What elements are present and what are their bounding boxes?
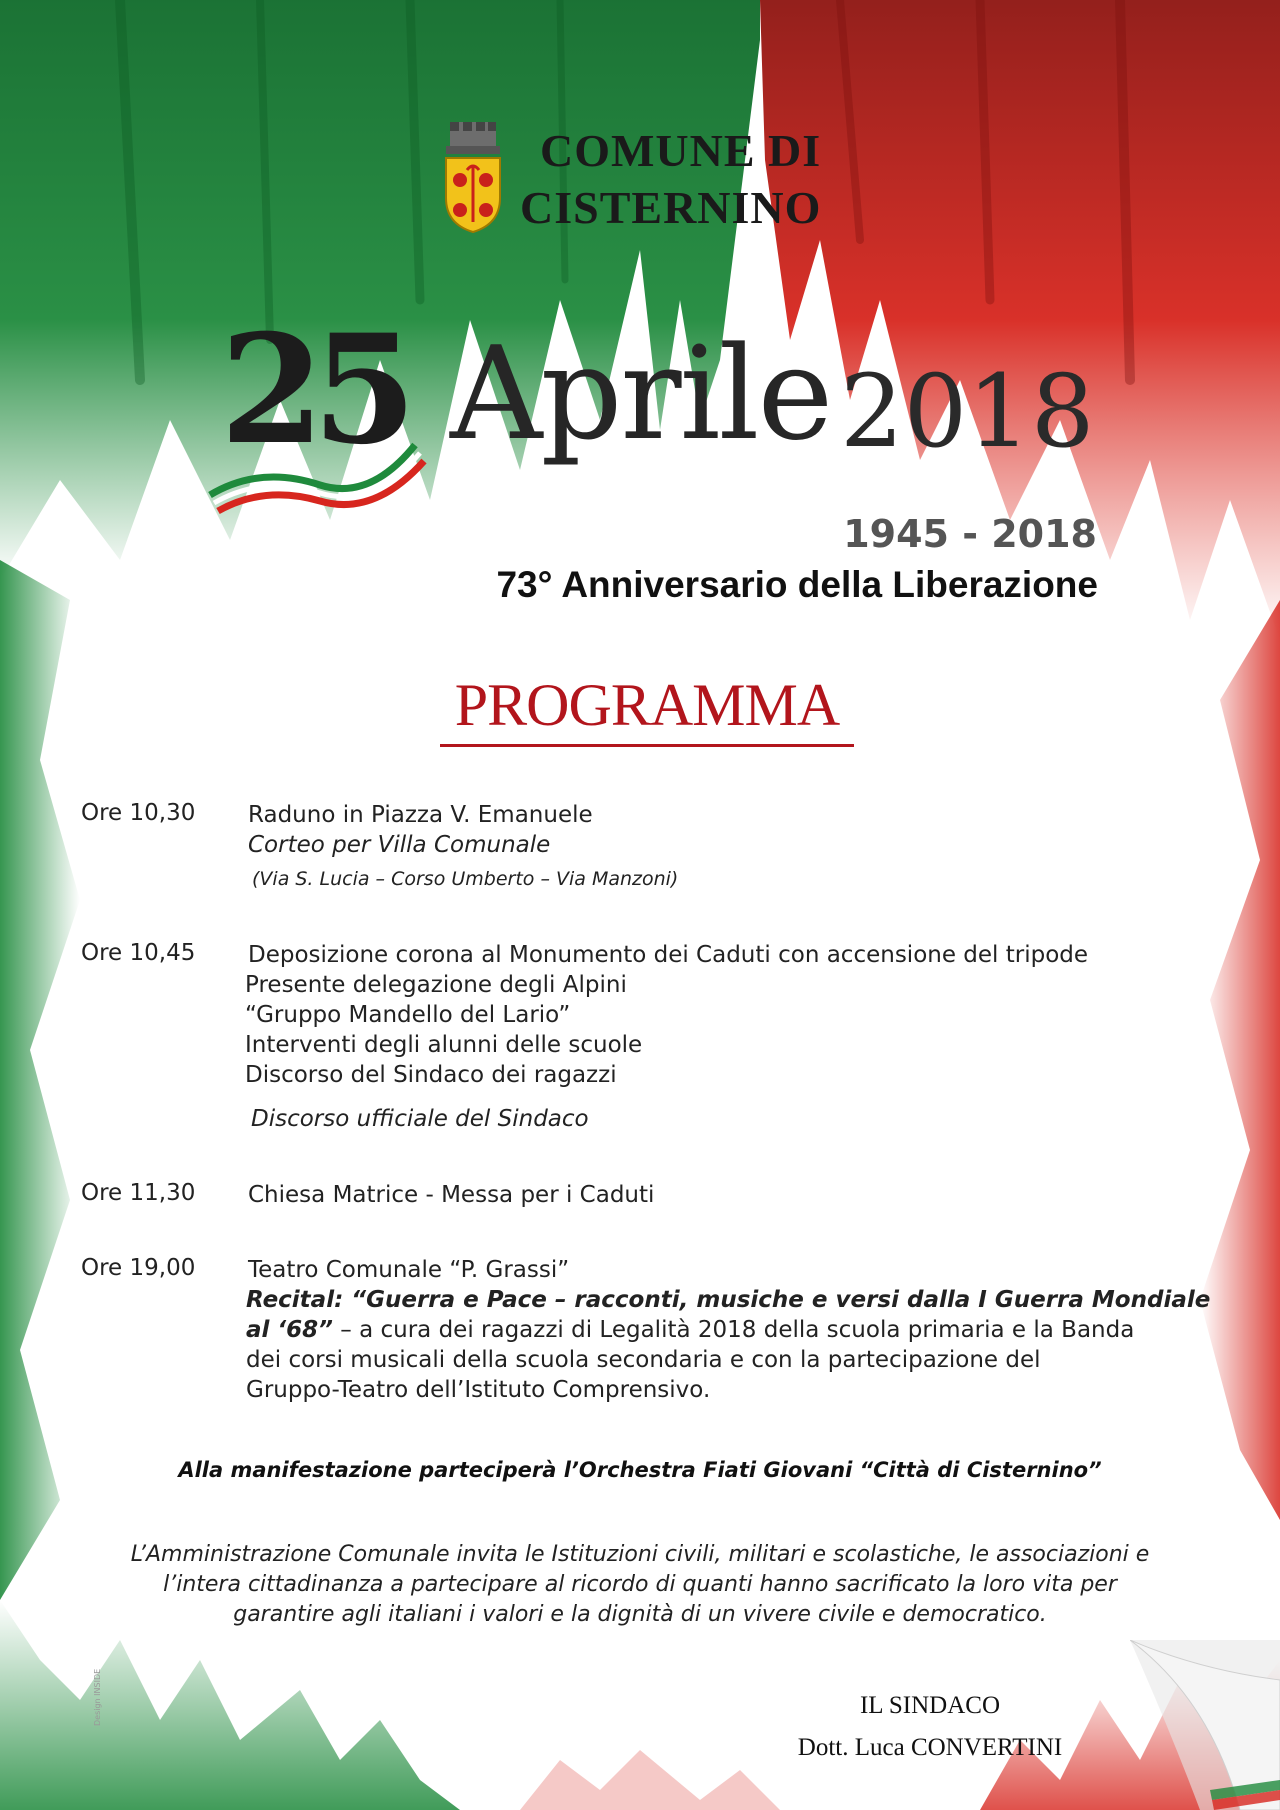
signature-role: IL SINDACO (859, 1692, 1001, 1719)
anniversary-line: 73° Anniversario della Liberazione (496, 564, 1098, 605)
header (440, 118, 860, 238)
years-range: 1945 - 2018 (843, 512, 1097, 556)
comune-name (520, 122, 821, 236)
title-year: 2018 (840, 353, 1095, 470)
schedule-line: Raduno in Piazza V. Emanuele (248, 802, 593, 828)
schedule-time: Ore 11,30 (81, 1180, 196, 1206)
schedule-line: Corteo per Villa Comunale (248, 832, 551, 858)
schedule-line: Discorso del Sindaco dei ragazzi (245, 1062, 617, 1088)
invitation-line: l’intera cittadinanza a partecipare al ricordo di quanti hanno sacrificato la loro vita per (163, 1572, 1117, 1597)
comune-line-1: COMUNE DI (540, 125, 822, 176)
programma-underline (440, 744, 854, 747)
schedule-details (245, 940, 1268, 1134)
schedule-line: Recital: “Guerra e Pace – racconti, musiche e versi dalla I Guerra Mondiale (246, 1287, 1211, 1313)
programma-title: PROGRAMMA (454, 672, 840, 738)
schedule-line: dei corsi musicali della scuola secondaria e con la partecipazione del (246, 1347, 1041, 1373)
comune-line-2: CISTERNINO (520, 182, 822, 233)
schedule-time: Ore 10,30 (81, 800, 196, 826)
schedule-line-rest: – a cura dei ragazzi di Legalità 2018 della scuola primaria e la Banda (332, 1317, 1135, 1343)
designer-credit (82, 1668, 112, 1728)
schedule-details (248, 1180, 1268, 1210)
invitation-text (70, 1540, 1210, 1630)
orchestra-note: Alla manifestazione parteciperà l’Orchestra Fiati Giovani “Città di Cisternino” (178, 1458, 1102, 1482)
schedule-line: Teatro Comunale “P. Grassi” (248, 1257, 570, 1283)
schedule-line: Presente delegazione degli Alpini (245, 972, 627, 998)
title-day: 25 (220, 302, 405, 478)
coat-of-arms-icon (440, 118, 506, 236)
schedule-details (248, 1255, 1268, 1405)
page-curl-icon (1130, 1640, 1280, 1810)
schedule-line: Interventi degli alunni delle scuole (245, 1032, 643, 1058)
schedule-line: (Via S. Lucia – Corso Umberto – Via Manzoni) (252, 868, 679, 890)
title-month: Aprile (450, 320, 832, 469)
schedule-line: Chiesa Matrice - Messa per i Caduti (248, 1182, 655, 1208)
schedule-line: Discorso ufficiale del Sindaco (251, 1106, 589, 1132)
schedule-line (246, 1315, 1268, 1345)
signature-name: Dott. Luca CONVERTINI (797, 1734, 1063, 1761)
schedule-time: Ore 10,45 (81, 940, 196, 966)
invitation-line: L’Amministrazione Comunale invita le Istituzioni civili, militari e scolastiche, le associazioni e (130, 1542, 1150, 1567)
main-title (200, 302, 1100, 515)
credit-text: Design INSIDE (93, 1668, 102, 1726)
invitation-line: garantire agli italiani i valori e la dignità di un vivere civile e democratico. (233, 1602, 1047, 1627)
schedule-line: Deposizione corona al Monumento dei Caduti con accensione del tripode (248, 942, 1089, 968)
schedule-line: “Gruppo Mandello del Lario” (245, 1002, 571, 1028)
schedule-line: Gruppo-Teatro dell’Istituto Comprensivo. (246, 1377, 711, 1403)
schedule-line-bold: al ‘68” (246, 1317, 333, 1343)
schedule-details (248, 800, 1268, 894)
signature (780, 1685, 1080, 1769)
schedule-time: Ore 19,00 (81, 1255, 196, 1281)
programma-heading (440, 670, 854, 747)
